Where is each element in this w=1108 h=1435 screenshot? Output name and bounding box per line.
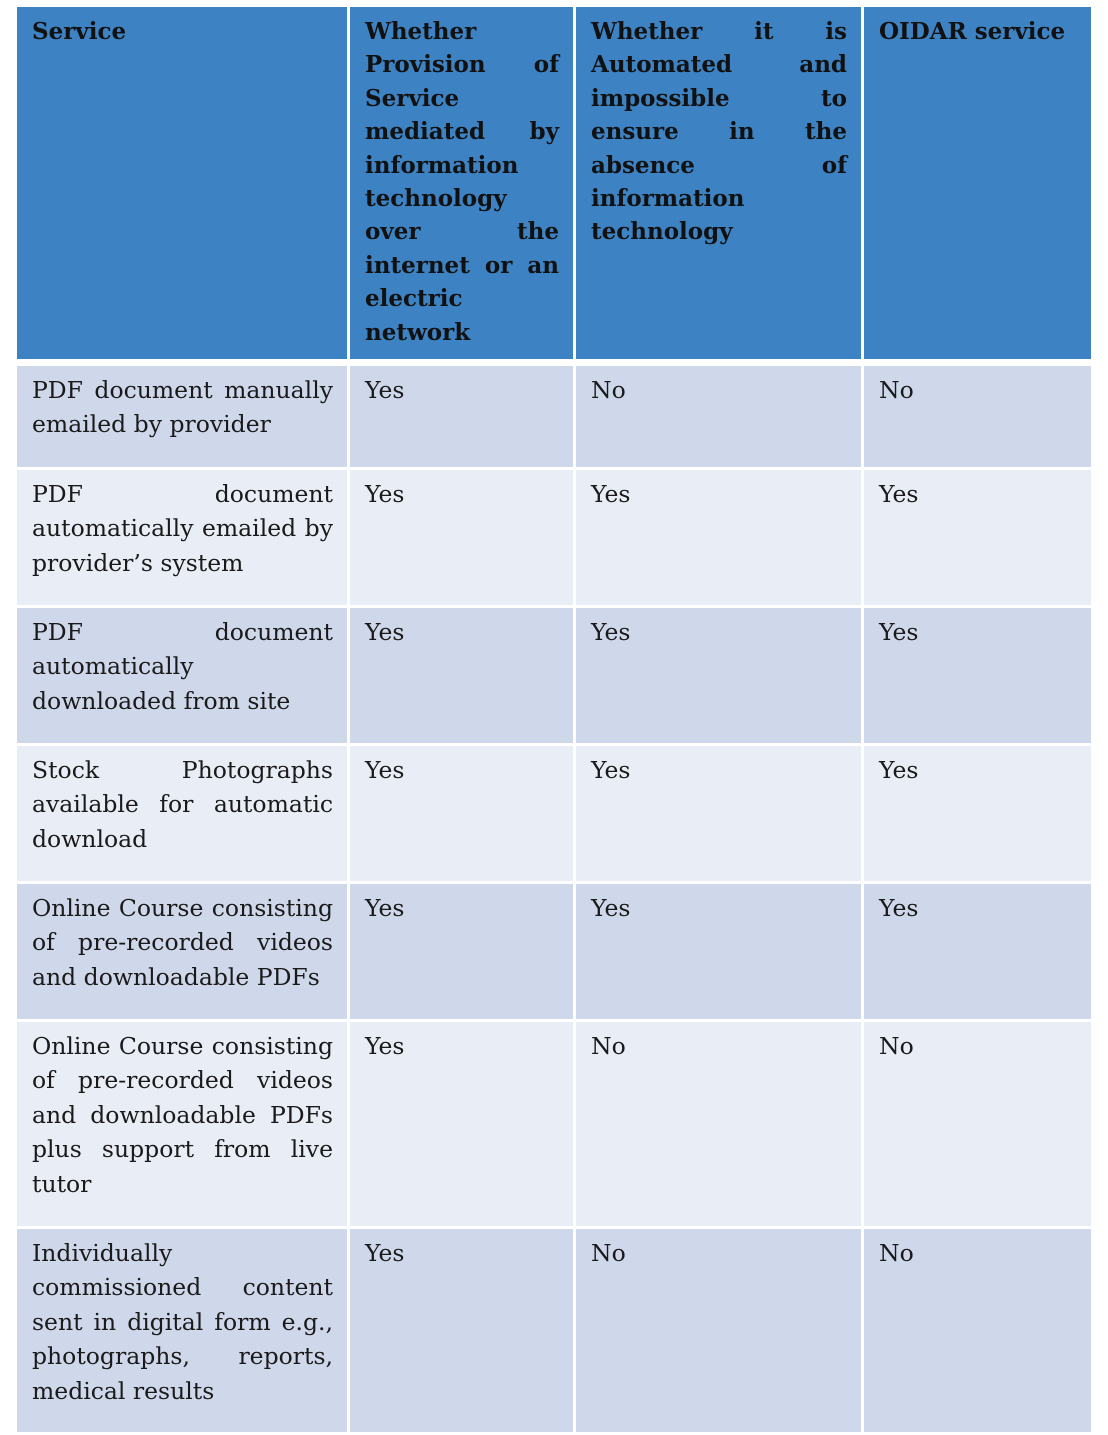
cell-mediated: Yes xyxy=(350,608,576,746)
cell-oidar: Yes xyxy=(864,470,1091,608)
table-header xyxy=(17,7,1091,366)
cell-oidar: No xyxy=(864,1022,1091,1229)
table-row xyxy=(17,884,1091,1022)
table-row xyxy=(17,1229,1091,1435)
cell-oidar: Yes xyxy=(864,608,1091,746)
cell-automated: Yes xyxy=(576,884,864,1022)
cell-service: Individually commissioned content sent in digital form e.g., photographs, reports, medical results xyxy=(17,1229,350,1435)
table-row xyxy=(17,608,1091,746)
cell-oidar: No xyxy=(864,1229,1091,1435)
header-automated: Whether it is Automated and impossible to ensure in the absence of information technology xyxy=(576,7,864,366)
cell-automated: No xyxy=(576,1022,864,1229)
table-row xyxy=(17,470,1091,608)
oidar-service-table xyxy=(17,7,1091,1435)
cell-service: PDF document automatically downloaded from site xyxy=(17,608,350,746)
table-row xyxy=(17,746,1091,884)
header-row xyxy=(17,7,1091,366)
cell-service: Online Course consisting of pre-recorded videos and downloadable PDFs plus support from live tutor xyxy=(17,1022,350,1229)
cell-mediated: Yes xyxy=(350,1229,576,1435)
header-service: Service xyxy=(17,7,350,366)
table-row xyxy=(17,1022,1091,1229)
cell-oidar: Yes xyxy=(864,884,1091,1022)
cell-mediated: Yes xyxy=(350,884,576,1022)
header-mediated-by-it: Whether Provision of Service mediated by information technology over the internet or an electric network xyxy=(350,7,576,366)
cell-mediated: Yes xyxy=(350,746,576,884)
cell-service: PDF document automatically emailed by provider’s system xyxy=(17,470,350,608)
cell-oidar: No xyxy=(864,366,1091,470)
cell-service: PDF document manually emailed by provider xyxy=(17,366,350,470)
cell-automated: No xyxy=(576,366,864,470)
cell-mediated: Yes xyxy=(350,366,576,470)
cell-service: Stock Photographs available for automatic download xyxy=(17,746,350,884)
cell-automated: Yes xyxy=(576,470,864,608)
cell-service: Online Course consisting of pre-recorded videos and downloadable PDFs xyxy=(17,884,350,1022)
cell-automated: Yes xyxy=(576,746,864,884)
cell-automated: Yes xyxy=(576,608,864,746)
cell-mediated: Yes xyxy=(350,1022,576,1229)
table-body xyxy=(17,366,1091,1435)
cell-oidar: Yes xyxy=(864,746,1091,884)
header-oidar-service: OIDAR service xyxy=(864,7,1091,366)
table-row xyxy=(17,366,1091,470)
cell-automated: No xyxy=(576,1229,864,1435)
cell-mediated: Yes xyxy=(350,470,576,608)
